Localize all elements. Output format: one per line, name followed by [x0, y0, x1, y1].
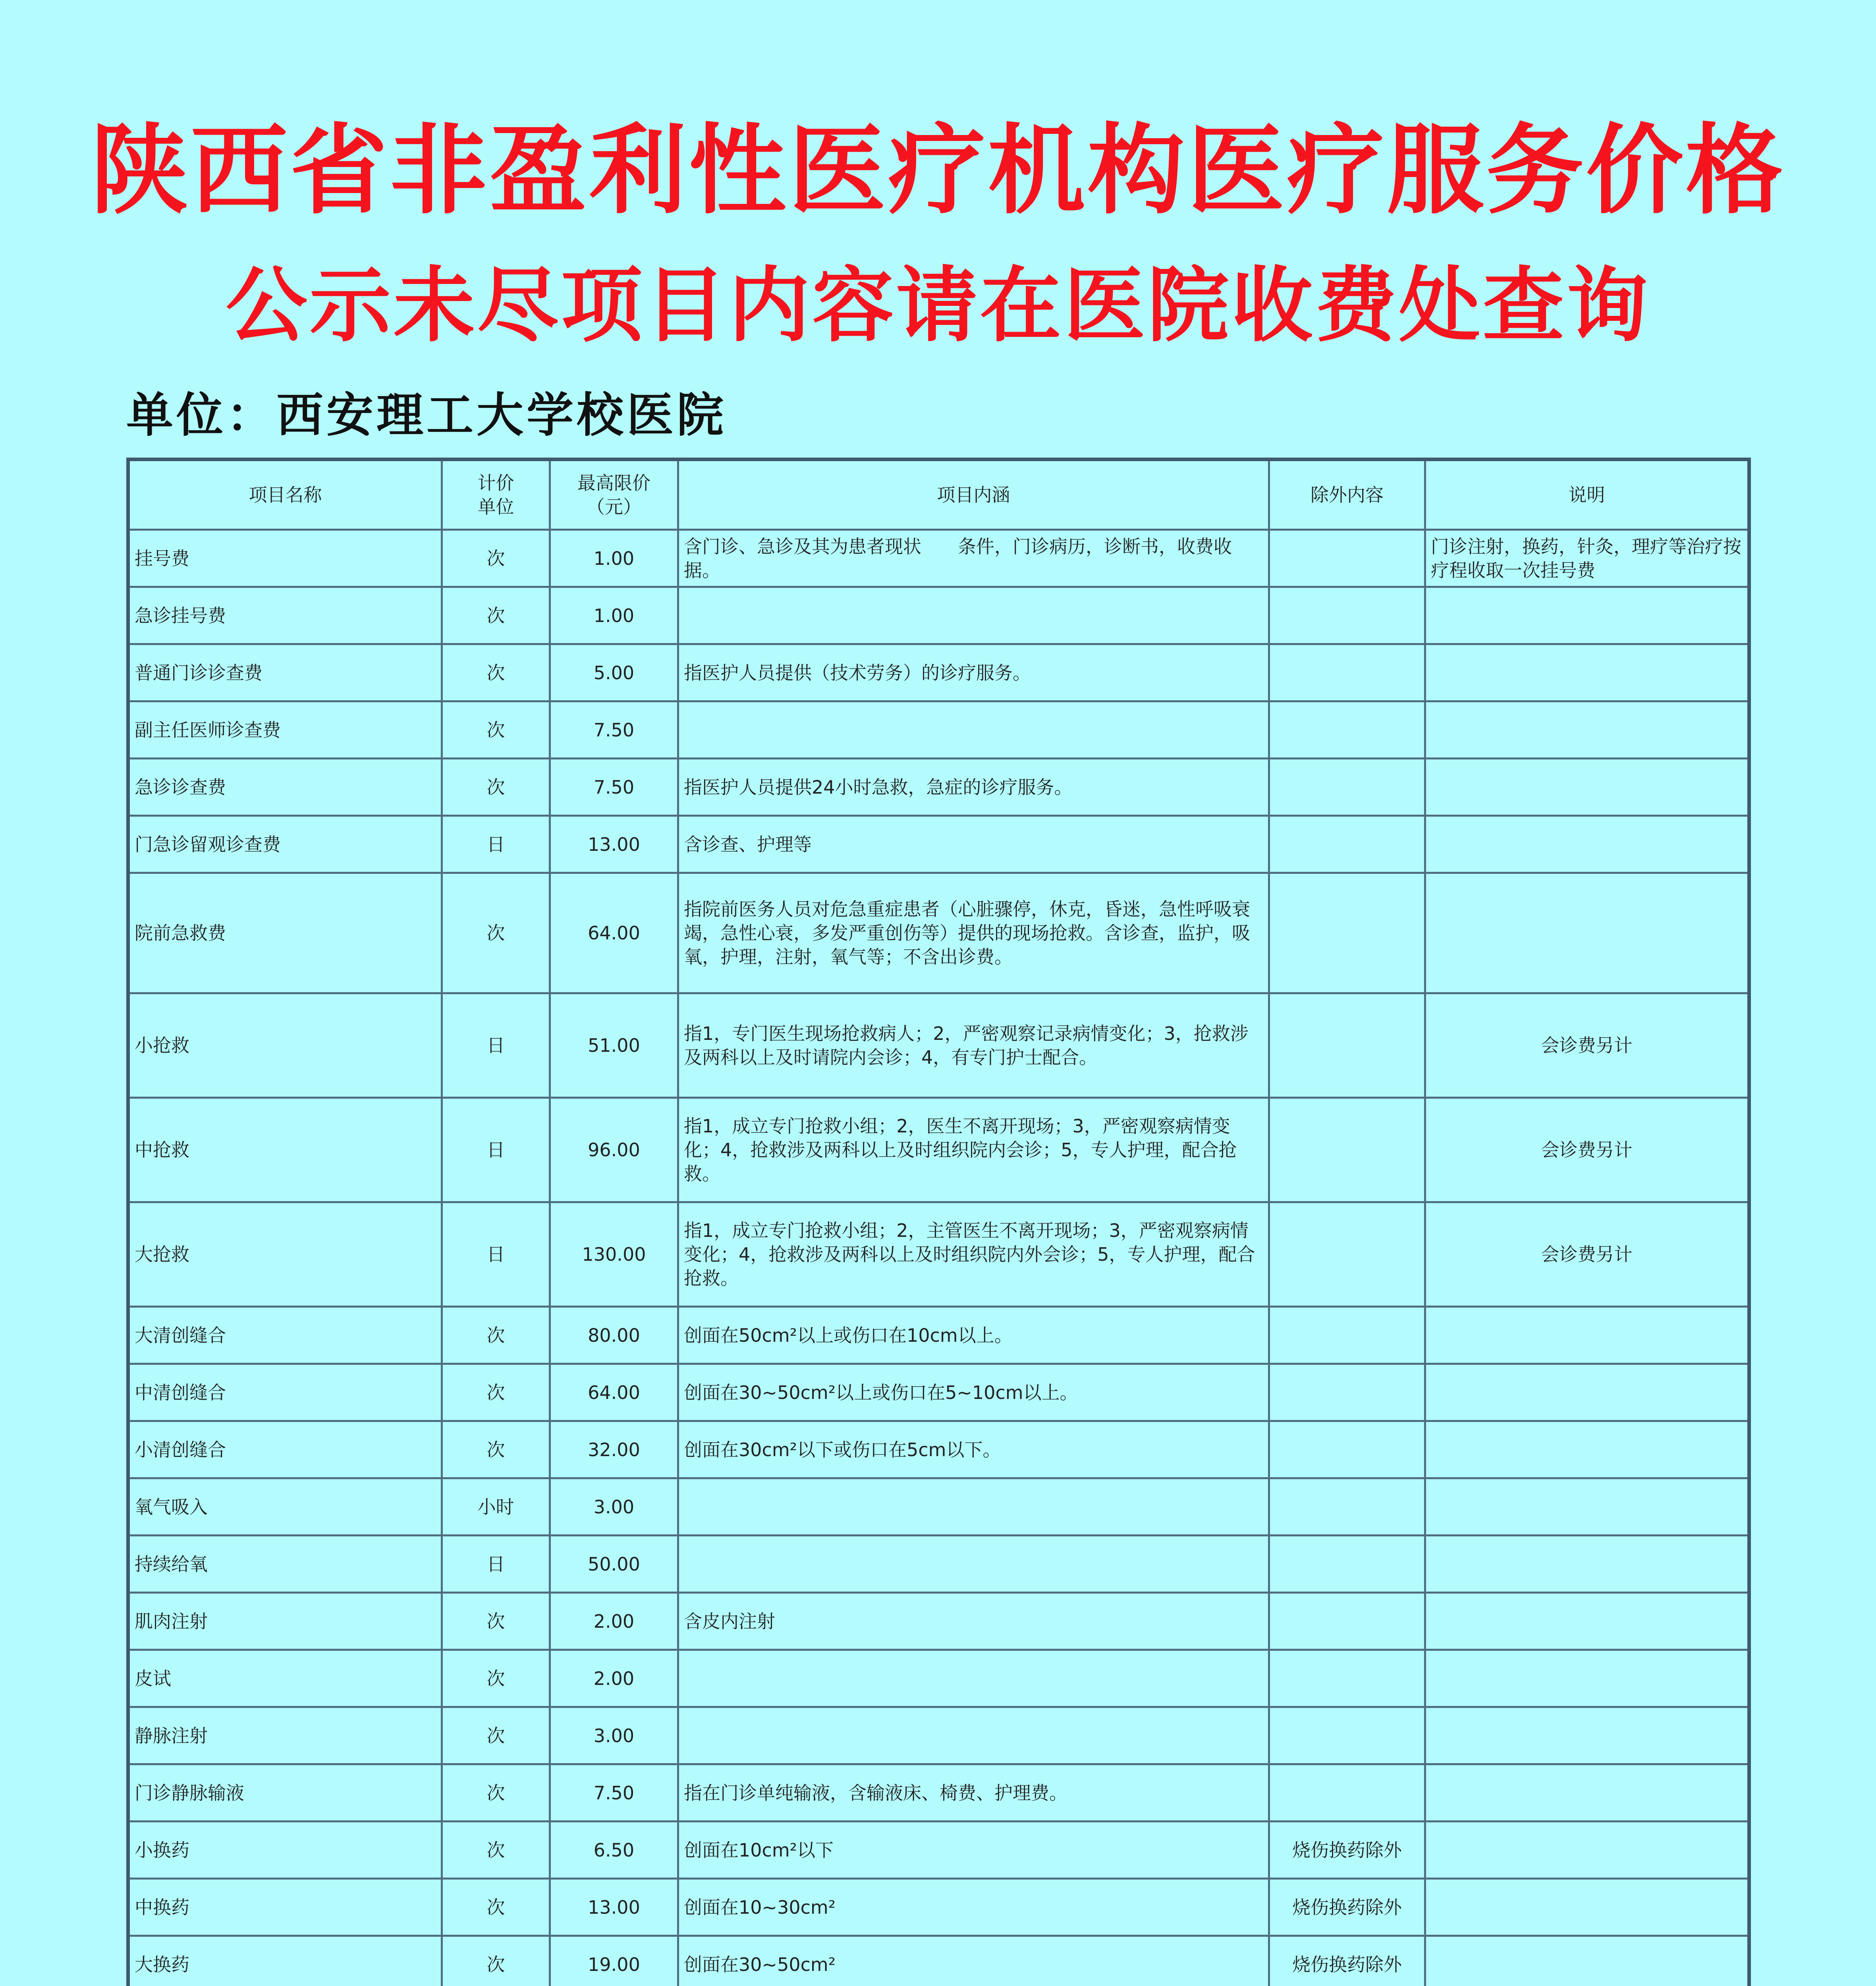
item-note: [1425, 1822, 1749, 1879]
item-content: [678, 1650, 1269, 1707]
item-note: [1425, 1593, 1749, 1650]
table-row: [128, 1936, 1749, 1986]
item-exclusion: [1269, 1421, 1425, 1478]
table-row: [128, 701, 1749, 759]
item-unit: 次: [442, 587, 550, 644]
item-price: 80.00: [550, 1307, 678, 1364]
item-price: 13.00: [550, 1879, 678, 1936]
item-unit: 次: [442, 530, 550, 587]
item-name: 小换药: [128, 1822, 442, 1879]
item-unit: 次: [442, 1822, 550, 1879]
item-price: 7.50: [550, 701, 678, 759]
table-header-row: [128, 460, 1749, 530]
item-content: 创面在10~30cm²: [678, 1879, 1269, 1936]
header-name: 项目名称: [128, 460, 442, 530]
item-note: [1425, 816, 1749, 873]
header-note: 说明: [1425, 460, 1749, 530]
item-name: 急诊诊查费: [128, 759, 442, 816]
item-exclusion: [1269, 1307, 1425, 1364]
page-title: 陕西省非盈利性医疗机构医疗服务价格: [91, 114, 1785, 227]
item-note: [1425, 1307, 1749, 1364]
item-unit: 次: [442, 1707, 550, 1764]
item-note: [1425, 759, 1749, 816]
item-unit: 次: [442, 1593, 550, 1650]
item-content: 创面在30cm²以下或伤口在5cm以下。: [678, 1421, 1269, 1478]
item-name: 肌肉注射: [128, 1593, 442, 1650]
item-note: [1425, 1421, 1749, 1478]
item-note: 会诊费另计: [1425, 1098, 1749, 1202]
item-unit: 次: [442, 1307, 550, 1364]
item-price: 19.00: [550, 1936, 678, 1986]
item-unit: 次: [442, 873, 550, 993]
item-exclusion: 烧伤换药除外: [1269, 1936, 1425, 1986]
item-price: 96.00: [550, 1098, 678, 1202]
item-name: 门诊静脉输液: [128, 1764, 442, 1822]
item-content: [678, 701, 1269, 759]
item-exclusion: 烧伤换药除外: [1269, 1879, 1425, 1936]
table-row: [128, 1536, 1749, 1593]
item-name: 大换药: [128, 1936, 442, 1986]
item-note: [1425, 1764, 1749, 1822]
table-row: [128, 1478, 1749, 1536]
item-content: 创面在10cm²以下: [678, 1822, 1269, 1879]
item-price: 13.00: [550, 816, 678, 873]
table-row: [128, 530, 1749, 587]
item-exclusion: [1269, 644, 1425, 701]
item-exclusion: 烧伤换药除外: [1269, 1822, 1425, 1879]
item-content: 含皮内注射: [678, 1593, 1269, 1650]
item-name: 普通门诊诊查费: [128, 644, 442, 701]
item-name: 持续给氧: [128, 1536, 442, 1593]
item-unit: 次: [442, 1421, 550, 1478]
item-price: 51.00: [550, 993, 678, 1098]
table-row: [128, 993, 1749, 1098]
item-price: 7.50: [550, 1764, 678, 1822]
item-exclusion: [1269, 993, 1425, 1098]
price-table: [126, 458, 1751, 1986]
item-price: 1.00: [550, 587, 678, 644]
item-unit: 小时: [442, 1478, 550, 1536]
item-exclusion: [1269, 1202, 1425, 1307]
item-content: 指医护人员提供（技术劳务）的诊疗服务。: [678, 644, 1269, 701]
table-row: [128, 1098, 1749, 1202]
table-row: [128, 1764, 1749, 1822]
table-row: [128, 1421, 1749, 1478]
item-content: [678, 1478, 1269, 1536]
item-price: 64.00: [550, 873, 678, 993]
item-name: 急诊挂号费: [128, 587, 442, 644]
item-content: [678, 587, 1269, 644]
table-row: [128, 816, 1749, 873]
item-name: 门急诊留观诊查费: [128, 816, 442, 873]
item-content: 指在门诊单纯输液，含输液床、椅费、护理费。: [678, 1764, 1269, 1822]
item-name: 大抢救: [128, 1202, 442, 1307]
item-content: 指医护人员提供24小时急救，急症的诊疗服务。: [678, 759, 1269, 816]
item-unit: 次: [442, 759, 550, 816]
item-unit: 次: [442, 1936, 550, 1986]
item-name: 大清创缝合: [128, 1307, 442, 1364]
header-unit: 计价 单位: [442, 460, 550, 530]
item-price: 7.50: [550, 759, 678, 816]
item-exclusion: [1269, 873, 1425, 993]
item-name: 氧气吸入: [128, 1478, 442, 1536]
item-content: 指1，成立专门抢救小组；2，医生不离开现场；3，严密观察病情变化；4，抢救涉及两科以上及时组织院内会诊；5，专人护理，配合抢救。: [678, 1098, 1269, 1202]
item-exclusion: [1269, 701, 1425, 759]
item-price: 2.00: [550, 1593, 678, 1650]
item-name: 副主任医师诊查费: [128, 701, 442, 759]
item-note: [1425, 1707, 1749, 1764]
item-exclusion: [1269, 1098, 1425, 1202]
item-price: 6.50: [550, 1822, 678, 1879]
header-price: 最高限价 （元）: [550, 460, 678, 530]
item-note: [1425, 587, 1749, 644]
page-subtitle: 公示未尽项目内容请在医院收费处查询: [226, 259, 1650, 353]
item-price: 64.00: [550, 1364, 678, 1421]
item-note: [1425, 1478, 1749, 1536]
item-note: [1425, 873, 1749, 993]
item-content: 创面在30~50cm²以上或伤口在5~10cm以上。: [678, 1364, 1269, 1421]
table-row: [128, 1707, 1749, 1764]
item-exclusion: [1269, 1707, 1425, 1764]
item-name: 中清创缝合: [128, 1364, 442, 1421]
item-unit: 次: [442, 644, 550, 701]
item-exclusion: [1269, 1364, 1425, 1421]
item-exclusion: [1269, 1536, 1425, 1593]
item-exclusion: [1269, 1650, 1425, 1707]
item-unit: 日: [442, 993, 550, 1098]
item-note: [1425, 644, 1749, 701]
header-content: 项目内涵: [678, 460, 1269, 530]
item-name: 中换药: [128, 1879, 442, 1936]
item-name: 院前急救费: [128, 873, 442, 993]
item-content: 创面在30~50cm²: [678, 1936, 1269, 1986]
item-content: 创面在50cm²以上或伤口在10cm以上。: [678, 1307, 1269, 1364]
item-exclusion: [1269, 1478, 1425, 1536]
table-row: [128, 1364, 1749, 1421]
table-row: [128, 1202, 1749, 1307]
item-note: [1425, 1879, 1749, 1936]
item-price: 50.00: [550, 1536, 678, 1593]
item-unit: 日: [442, 1098, 550, 1202]
table-row: [128, 1822, 1749, 1879]
item-exclusion: [1269, 530, 1425, 587]
item-content: [678, 1536, 1269, 1593]
table-row: [128, 587, 1749, 644]
item-unit: 日: [442, 1536, 550, 1593]
item-name: 静脉注射: [128, 1707, 442, 1764]
item-exclusion: [1269, 1593, 1425, 1650]
item-price: 130.00: [550, 1202, 678, 1307]
item-note: 会诊费另计: [1425, 993, 1749, 1098]
item-unit: 日: [442, 1202, 550, 1307]
table-row: [128, 1593, 1749, 1650]
item-unit: 次: [442, 701, 550, 759]
item-note: [1425, 1364, 1749, 1421]
item-name: 挂号费: [128, 530, 442, 587]
item-price: 1.00: [550, 530, 678, 587]
item-content: 指1，专门医生现场抢救病人；2，严密观察记录病情变化；3，抢救涉及两科以上及时请院内会诊；4，有专门护士配合。: [678, 993, 1269, 1098]
table-row: [128, 1307, 1749, 1364]
item-note: 门诊注射，换药，针灸，理疗等治疗按疗程收取一次挂号费: [1425, 530, 1749, 587]
item-content: 含门诊、急诊及其为患者现状 条件，门诊病历，诊断书，收费收据。: [678, 530, 1269, 587]
item-unit: 次: [442, 1879, 550, 1936]
item-price: 32.00: [550, 1421, 678, 1478]
table-row: [128, 1650, 1749, 1707]
item-content: [678, 1707, 1269, 1764]
item-exclusion: [1269, 759, 1425, 816]
item-name: 小清创缝合: [128, 1421, 442, 1478]
item-note: [1425, 1650, 1749, 1707]
item-unit: 次: [442, 1650, 550, 1707]
item-exclusion: [1269, 1764, 1425, 1822]
item-note: [1425, 1536, 1749, 1593]
item-content: 含诊查、护理等: [678, 816, 1269, 873]
item-unit: 次: [442, 1364, 550, 1421]
table-row: [128, 759, 1749, 816]
item-price: 3.00: [550, 1707, 678, 1764]
item-price: 3.00: [550, 1478, 678, 1536]
item-unit: 次: [442, 1764, 550, 1822]
table-row: [128, 1879, 1749, 1936]
item-exclusion: [1269, 816, 1425, 873]
item-exclusion: [1269, 587, 1425, 644]
item-content: 指1，成立专门抢救小组；2，主管医生不离开现场；3，严密观察病情变化；4，抢救涉及两科以上及时组织院内外会诊；5，专人护理，配合抢救。: [678, 1202, 1269, 1307]
institution-label: 单位：西安理工大学校医院: [126, 388, 727, 442]
table-row: [128, 873, 1749, 993]
item-name: 中抢救: [128, 1098, 442, 1202]
item-note: [1425, 1936, 1749, 1986]
item-price: 2.00: [550, 1650, 678, 1707]
item-price: 5.00: [550, 644, 678, 701]
table-row: [128, 644, 1749, 701]
header-exclusion: 除外内容: [1269, 460, 1425, 530]
item-unit: 日: [442, 816, 550, 873]
item-content: 指院前医务人员对危急重症患者（心脏骤停，休克，昏迷，急性呼吸衰竭，急性心衰，多发严重创伤等）提供的现场抢救。含诊查，监护，吸氧，护理，注射，氧气等；不含出诊费。: [678, 873, 1269, 993]
item-note: [1425, 701, 1749, 759]
item-note: 会诊费另计: [1425, 1202, 1749, 1307]
item-name: 皮试: [128, 1650, 442, 1707]
item-name: 小抢救: [128, 993, 442, 1098]
